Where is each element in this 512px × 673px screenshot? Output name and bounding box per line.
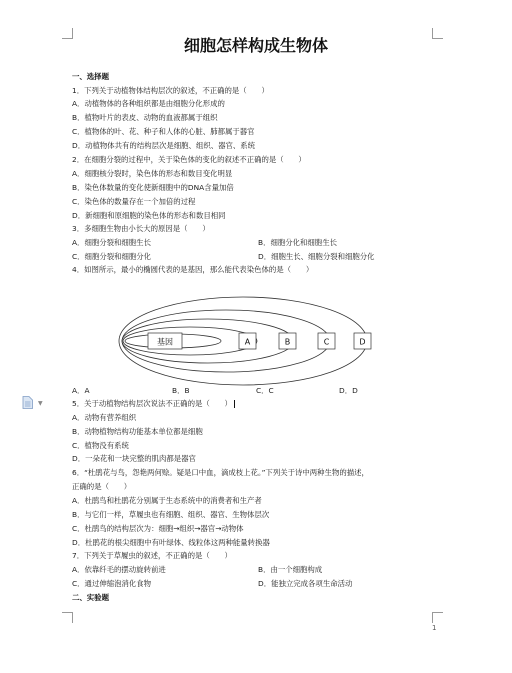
label-a: A (244, 337, 251, 347)
question-1-option-c: C．植物体的叶、花、种子和人体的心脏、肺都属于器官 (72, 127, 255, 136)
question-3-option-d: D．细胞生长、细胞分裂和细胞分化 (258, 252, 375, 261)
question-6-option-c: C．杜鹃鸟的结构层次为：细胞→组织→器官→动物体 (72, 524, 244, 533)
question-4-options (72, 386, 358, 396)
question-5-stem-text: 5．关于动植物结构层次说法不正确的是（ ） (72, 399, 232, 408)
question-7-option-a: A．依靠纤毛的摆动旋转前进 (72, 565, 166, 574)
dropdown-arrow-icon[interactable]: ▼ (38, 400, 43, 407)
question-6-option-d: D．杜鹃花的根尖细胞中有叶绿体、线粒体这两种能量转换器 (72, 538, 270, 547)
section-heading-choice: 一、选择题 (72, 72, 109, 81)
question-5-option-d: D．一朵花和一块完整的肌肉都是器官 (72, 454, 196, 463)
question-5-stem (72, 399, 235, 409)
ellipse-a (123, 327, 257, 355)
question-7-option-c: C．通过伸缩泡消化食物 (72, 579, 152, 588)
question-7-option-d: D．能独立完成各项生命活动 (258, 579, 353, 588)
document-icon[interactable] (22, 396, 33, 409)
question-6-stem: 6．“杜鹃花与鸟，怨艳两何赊。疑是口中血，滴成枝上花。”下列关于诗中两种生物的描述， (72, 468, 369, 477)
question-2-option-c: C．染色体的数量存在一个加倍的过程 (72, 197, 196, 206)
question-7-row-2 (72, 579, 353, 589)
question-2-option-d: D．新细胞和原细胞的染色体的形态和数目相同 (72, 211, 226, 220)
crop-mark-bottom-left (62, 612, 73, 623)
page-number: 1 (432, 624, 437, 632)
question-5-option-c: C．植物没有系统 (72, 441, 129, 450)
label-gene: 基因 (157, 337, 173, 347)
question-1-option-a: A．动植物体的各种组织都是由细胞分化形成的 (72, 99, 225, 108)
section-heading-experiment: 二、实验题 (72, 593, 109, 602)
question-5-option-a: A．动物有营养组织 (72, 413, 137, 422)
text-cursor (234, 400, 235, 408)
question-4-option-b: B．B (172, 386, 190, 395)
crop-mark-bottom-right (432, 612, 443, 623)
question-4-option-c: C．C (256, 386, 274, 395)
question-4-option-d: D．D (339, 386, 358, 395)
question-1-stem: 1．下列关于动植物体结构层次的叙述，不正确的是（ ） (72, 86, 269, 95)
question-2-option-b: B．染色体数量的变化使新细胞中的DNA含量加倍 (72, 183, 234, 192)
question-3-row-2 (72, 252, 375, 262)
question-3-option-c: C．细胞分裂和细胞分化 (72, 252, 152, 261)
question-5-option-b: B．动物植物结构功能基本单位都是细胞 (72, 427, 203, 436)
nested-ellipses-diagram (118, 296, 388, 386)
question-7-row-1 (72, 565, 323, 575)
question-6-option-a: A．杜鹃鸟和杜鹃花分别属于生态系统中的消费者和生产者 (72, 496, 262, 505)
question-3-option-b: B．细胞分化和细胞生长 (258, 238, 337, 247)
question-7-stem: 7．下列关于草履虫的叙述，不正确的是（ ） (72, 551, 232, 560)
question-3-option-a: A．细胞分裂和细胞生长 (72, 238, 151, 247)
question-1-option-b: B．植物叶片的表皮、动物的血液都属于组织 (72, 113, 218, 122)
label-c: C (323, 337, 330, 347)
label-d: D (359, 337, 366, 347)
question-6-stem-continued: 正确的是（ ） (72, 482, 132, 491)
label-b: B (284, 337, 291, 347)
question-3-stem: 3．多细胞生物由小长大的原因是（ ） (72, 224, 210, 233)
question-4-option-a: A．A (72, 386, 90, 395)
question-2-option-a: A．细胞核分裂时，染色体的形态和数目变化明显 (72, 169, 233, 178)
question-7-option-b: B．由一个细胞构成 (258, 565, 323, 574)
question-6-option-b: B．与它们一样，草履虫也有细胞、组织、器官、生物体层次 (72, 510, 270, 519)
question-2-stem: 2．在细胞分裂的过程中，关于染色体的变化的叙述不正确的是（ ） (72, 155, 306, 164)
question-3-row-1 (72, 238, 337, 248)
question-4-stem: 4．如图所示，最小的椭圆代表的是基因，那么能代表染色体的是（ ） (72, 265, 314, 274)
page-title: 细胞怎样构成生物体 (183, 36, 328, 55)
question-1-option-d: D．动植物体共有的结构层次是细胞、组织、器官、系统 (72, 141, 256, 150)
